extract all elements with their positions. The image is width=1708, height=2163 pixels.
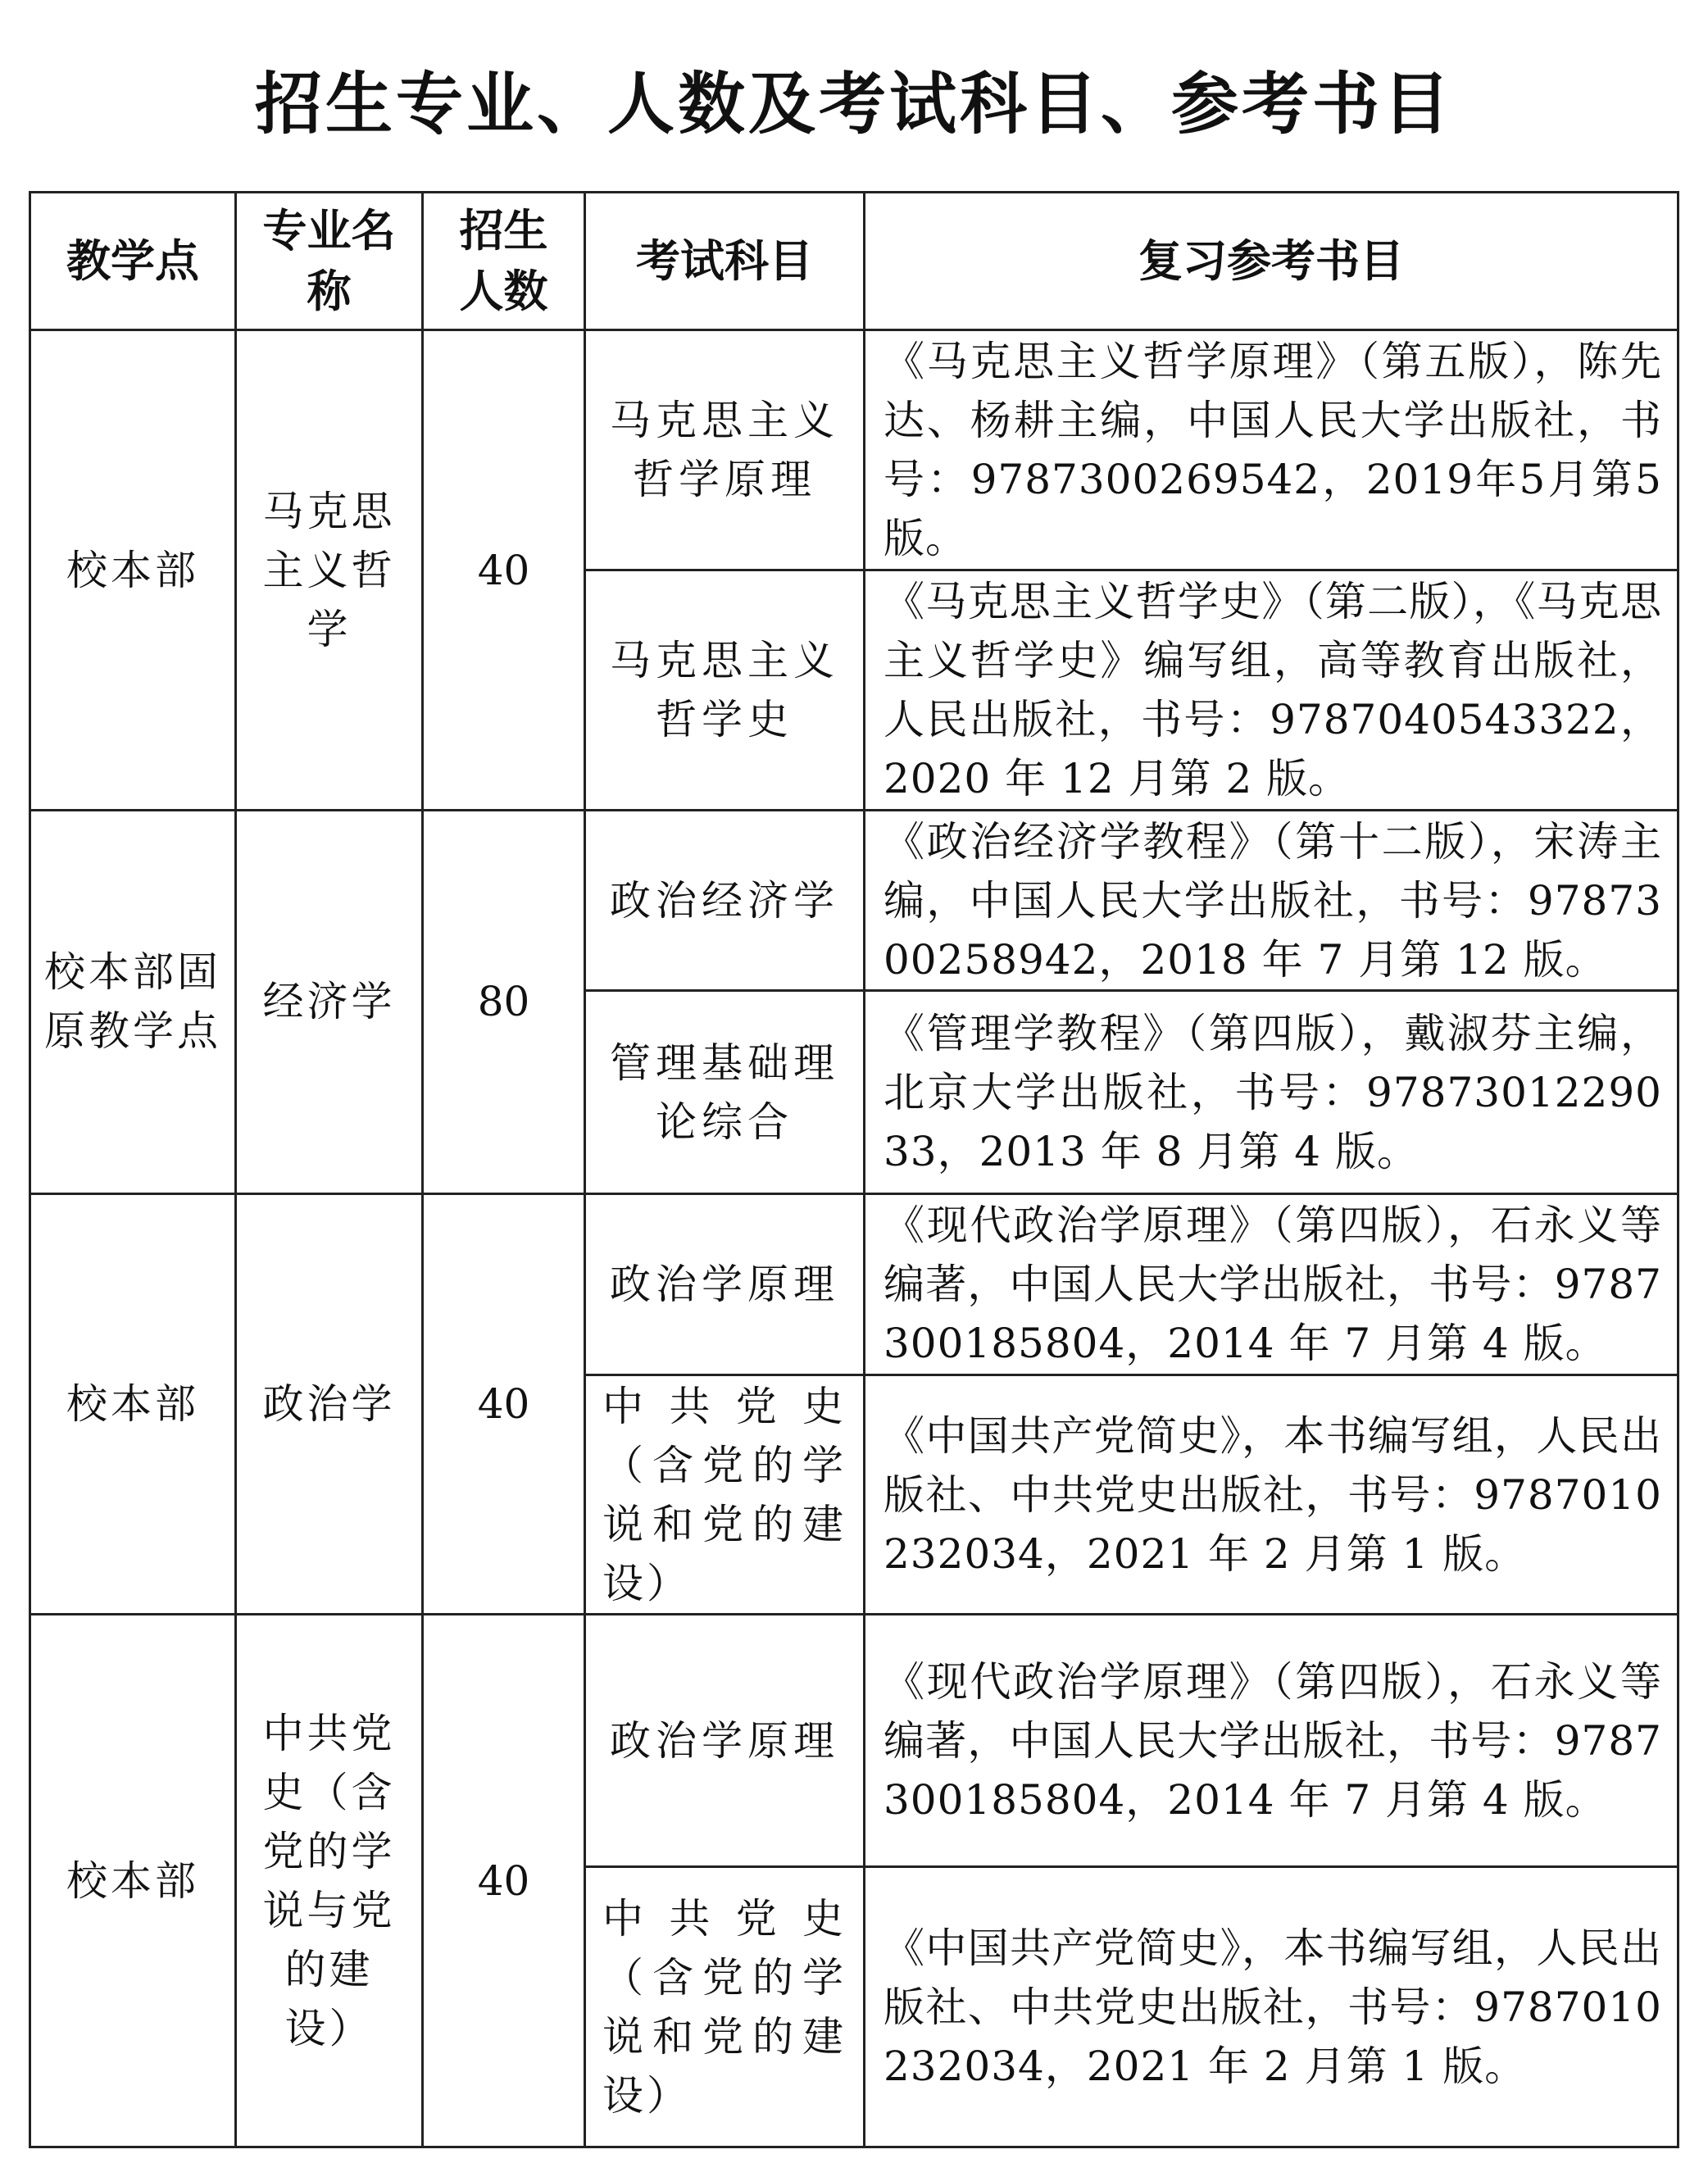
header-site: 教学点 bbox=[30, 193, 236, 330]
major-cell: 中共党史（含党的学说与党的建设） bbox=[236, 1615, 423, 2147]
header-major: 专业名称 bbox=[236, 193, 423, 330]
table-row bbox=[30, 330, 1678, 570]
site-cell: 校本部固原教学点 bbox=[30, 811, 236, 1194]
header-count: 招生人数 bbox=[423, 193, 585, 330]
reference-book-cell: 《中国共产党简史》，本书编写组，人民出版社、中共党史出版社，书号：9787010232034，2021 年 2 月第 1 版。 bbox=[865, 1867, 1678, 2147]
major-cell: 政治学 bbox=[236, 1193, 423, 1615]
subject-cell: 马克思主义哲学史 bbox=[585, 570, 865, 811]
subject-cell: 政治学原理 bbox=[585, 1193, 865, 1375]
table-row bbox=[30, 811, 1678, 991]
admissions-table bbox=[29, 191, 1679, 2148]
site-cell: 校本部 bbox=[30, 330, 236, 811]
header-books: 复习参考书目 bbox=[865, 193, 1678, 330]
subject-cell: 管理基础理论综合 bbox=[585, 991, 865, 1193]
major-cell: 马克思主义哲学 bbox=[236, 330, 423, 811]
reference-book-cell: 《中国共产党简史》，本书编写组，人民出版社、中共党史出版社，书号：9787010232034，2021 年 2 月第 1 版。 bbox=[865, 1375, 1678, 1615]
page-title: 招生专业、人数及考试科目、参考书目 bbox=[254, 65, 1453, 143]
major-cell: 经济学 bbox=[236, 811, 423, 1194]
reference-book-cell: 《管理学教程》（第四版），戴淑芬主编，北京大学出版社，书号：9787301229033，2013 年 8 月第 4 版。 bbox=[865, 991, 1678, 1193]
subject-cell: 马克思主义哲学原理 bbox=[585, 330, 865, 570]
reference-book-cell: 《政治经济学教程》（第十二版），宋涛主编，中国人民大学出版社，书号：9787300258942，2018 年 7 月第 12 版。 bbox=[865, 811, 1678, 991]
subject-cell: 中共党史（含党的学说和党的建设） bbox=[585, 1375, 865, 1615]
reference-book-cell: 《现代政治学原理》（第四版），石永义等编著，中国人民大学出版社，书号：9787300185804，2014 年 7 月第 4 版。 bbox=[865, 1193, 1678, 1375]
site-cell: 校本部 bbox=[30, 1193, 236, 1615]
site-cell: 校本部 bbox=[30, 1615, 236, 2147]
reference-book-cell: 《马克思主义哲学史》（第二版），《马克思主义哲学史》编写组，高等教育出版社，人民出版社，书号：9787040543322，2020 年 12 月第 2 版。 bbox=[865, 570, 1678, 811]
header-subject: 考试科目 bbox=[585, 193, 865, 330]
reference-book-cell: 《现代政治学原理》（第四版），石永义等编著，中国人民大学出版社，书号：9787300185804，2014 年 7 月第 4 版。 bbox=[865, 1615, 1678, 1867]
header-row bbox=[30, 193, 1678, 330]
count-cell: 80 bbox=[423, 811, 585, 1194]
table-row bbox=[30, 1193, 1678, 1375]
count-cell: 40 bbox=[423, 1615, 585, 2147]
table-row bbox=[30, 1615, 1678, 1867]
subject-cell: 中共党史（含党的学说和党的建设） bbox=[585, 1867, 865, 2147]
reference-book-cell: 《马克思主义哲学原理》（第五版），陈先达、杨耕主编，中国人民大学出版社，书号：9787300269542，2019年5月第5版。 bbox=[865, 330, 1678, 570]
count-cell: 40 bbox=[423, 330, 585, 811]
subject-cell: 政治经济学 bbox=[585, 811, 865, 991]
subject-cell: 政治学原理 bbox=[585, 1615, 865, 1867]
count-cell: 40 bbox=[423, 1193, 585, 1615]
